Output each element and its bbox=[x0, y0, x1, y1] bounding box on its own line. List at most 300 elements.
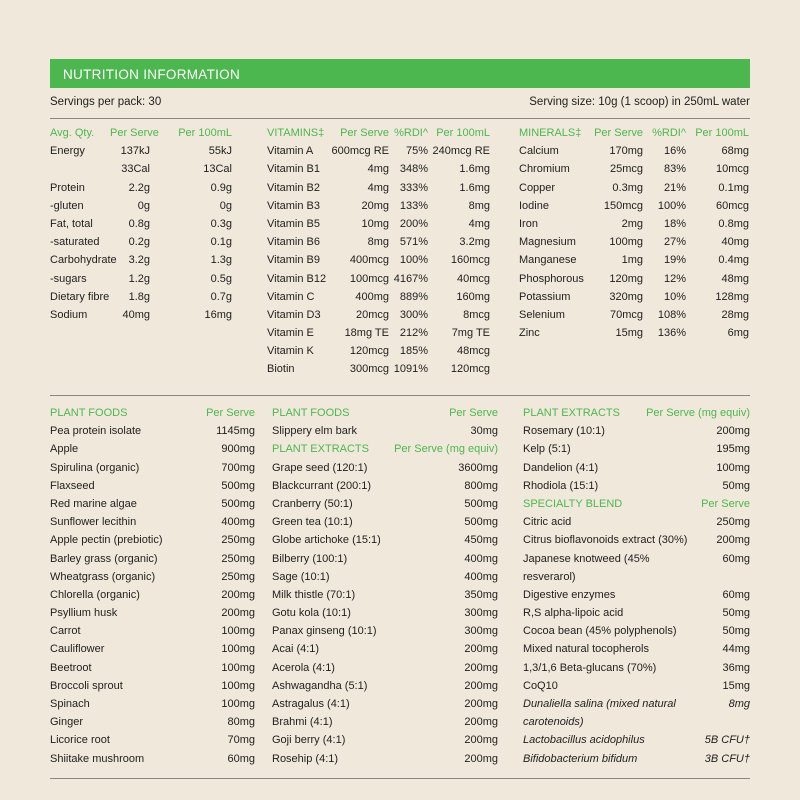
ingredient-amount: 400mg bbox=[464, 570, 498, 583]
ingredient-amount: 200mg bbox=[464, 679, 498, 692]
value: 100mg bbox=[609, 236, 643, 249]
list-item bbox=[272, 568, 498, 586]
nutrient-name: Phosphorous bbox=[519, 272, 584, 285]
ingredient-name: Kelp (5:1) bbox=[523, 443, 571, 456]
value: 75% bbox=[405, 145, 428, 158]
divider bbox=[50, 395, 750, 396]
list-item bbox=[50, 622, 255, 640]
nutrient-name: Calcium bbox=[519, 145, 559, 158]
ingredient-amount: 400mg bbox=[464, 552, 498, 565]
value: 15mg bbox=[615, 327, 643, 340]
ingredient-amount: 30mg bbox=[470, 425, 498, 438]
value: 16mg bbox=[204, 308, 232, 321]
ingredient-amount: 200mg bbox=[221, 607, 255, 620]
value: 133% bbox=[399, 199, 428, 212]
value: 1.3g bbox=[210, 254, 232, 267]
nutrient-name: Biotin bbox=[267, 363, 295, 376]
ingredient-amount: 50mg bbox=[722, 479, 750, 492]
ingredient-name: Citric acid bbox=[523, 516, 572, 529]
value: 400mg bbox=[355, 290, 389, 303]
ingredient-amount: 250mg bbox=[221, 552, 255, 565]
table-row bbox=[519, 306, 749, 324]
nutrient-name: Dietary fibre bbox=[50, 290, 110, 303]
ingredient-name: Ginger bbox=[50, 716, 84, 729]
nutrient-name: Magnesium bbox=[519, 236, 576, 249]
table-row bbox=[519, 179, 749, 197]
list-item bbox=[523, 713, 750, 731]
ingredient-name: Goji berry (4:1) bbox=[272, 734, 346, 747]
nutrient-name: Vitamin B2 bbox=[267, 181, 320, 194]
ingredient-amount: Per Serve bbox=[449, 407, 498, 419]
ingredient-amount: 800mg bbox=[464, 479, 498, 492]
table-row bbox=[519, 270, 749, 288]
ingredient-amount: 500mg bbox=[221, 497, 255, 510]
ingredient-amount: 100mg bbox=[221, 679, 255, 692]
ingredient-amount: 450mg bbox=[464, 534, 498, 547]
value: 16% bbox=[663, 145, 686, 158]
value: 48mcg bbox=[456, 345, 490, 358]
list-item bbox=[50, 677, 255, 695]
nutrient-name: Protein bbox=[50, 181, 85, 194]
ingredient-name: Mixed natural tocopherols bbox=[523, 643, 649, 656]
table-row bbox=[267, 270, 490, 288]
list-item bbox=[272, 513, 498, 531]
value: 1091% bbox=[393, 363, 428, 376]
ingredient-name: Cauliflower bbox=[50, 643, 105, 656]
ingredient-name: Digestive enzymes bbox=[523, 588, 616, 601]
value: 889% bbox=[399, 290, 428, 303]
ingredient-amount: 50mg bbox=[722, 625, 750, 638]
value: 4mg bbox=[468, 217, 490, 230]
list-item bbox=[50, 713, 255, 731]
value: 108% bbox=[657, 308, 686, 321]
list-item bbox=[523, 731, 750, 749]
value: 0.8g bbox=[128, 217, 150, 230]
table-row bbox=[267, 342, 490, 360]
ingredient-amount: 300mg bbox=[464, 607, 498, 620]
list-item bbox=[523, 622, 750, 640]
ingredient-amount: 8mg bbox=[728, 698, 750, 710]
value: 48mg bbox=[721, 272, 749, 285]
table-row bbox=[50, 233, 232, 251]
ingredient-name: Chlorella (organic) bbox=[50, 588, 140, 601]
value: 0.2g bbox=[128, 236, 150, 249]
list-item bbox=[272, 531, 498, 549]
ingredient-name: Licorice root bbox=[50, 734, 110, 747]
list-item bbox=[272, 659, 498, 677]
list-item bbox=[272, 695, 498, 713]
list-item bbox=[272, 622, 498, 640]
table-header bbox=[267, 124, 490, 142]
value: 0g bbox=[137, 199, 150, 212]
ingredient-name: Spirulina (organic) bbox=[50, 461, 140, 474]
ingredient-name: Slippery elm bark bbox=[272, 425, 357, 438]
ingredient-name: Panax ginseng (10:1) bbox=[272, 625, 377, 638]
table-row bbox=[267, 179, 490, 197]
list-item bbox=[523, 586, 750, 604]
ingredient-name: Japanese knotweed (45% bbox=[523, 552, 650, 565]
ingredient-name: carotenoids) bbox=[523, 716, 584, 729]
list-item bbox=[272, 459, 498, 477]
table-header bbox=[519, 124, 749, 142]
value: 33Cal bbox=[121, 163, 150, 176]
ingredient-name: Ashwagandha (5:1) bbox=[272, 679, 368, 692]
list-item bbox=[50, 568, 255, 586]
list-item bbox=[50, 731, 255, 749]
ingredient-amount: 200mg bbox=[464, 716, 498, 729]
ingredient-name: resverarol) bbox=[523, 570, 576, 583]
table-row bbox=[519, 324, 749, 342]
value: 18mg TE bbox=[344, 327, 389, 340]
ingredient-amount: 3B CFU† bbox=[704, 752, 750, 765]
list-item bbox=[50, 550, 255, 568]
table-row bbox=[519, 288, 749, 306]
nutrient-name: Iron bbox=[519, 217, 538, 230]
value: 6mg bbox=[727, 327, 749, 340]
column-header: %RDI^ bbox=[394, 127, 428, 139]
ingredient-amount: 250mg bbox=[221, 570, 255, 583]
ingredient-amount: 300mg bbox=[464, 625, 498, 638]
list-item bbox=[523, 604, 750, 622]
ingredient-name: Pea protein isolate bbox=[50, 425, 142, 438]
nutrient-name: Vitamin C bbox=[267, 290, 315, 303]
minerals-table bbox=[519, 124, 749, 342]
value: 10mcg bbox=[715, 163, 749, 176]
value: 13Cal bbox=[203, 163, 232, 176]
list-item bbox=[50, 659, 255, 677]
table-row bbox=[267, 288, 490, 306]
value: 1.8g bbox=[128, 290, 150, 303]
table-header bbox=[50, 124, 232, 142]
ingredient-name: PLANT EXTRACTS bbox=[272, 443, 369, 456]
nutrient-name: Potassium bbox=[519, 290, 571, 303]
ingredient-name: Dunaliella salina (mixed natural bbox=[523, 698, 676, 710]
value: 120mg bbox=[609, 272, 643, 285]
nutrient-name: Selenium bbox=[519, 308, 565, 321]
ingredient-name: Shiitake mushroom bbox=[50, 752, 145, 765]
column-header: VITAMINS‡ bbox=[267, 127, 325, 139]
value: 8mg bbox=[468, 199, 490, 212]
list-item bbox=[272, 550, 498, 568]
value: 240mcg RE bbox=[432, 145, 490, 158]
list-item bbox=[523, 440, 750, 458]
ingredient-name: Cocoa bean (45% polyphenols) bbox=[523, 625, 677, 638]
ingredient-amount: 200mg bbox=[716, 425, 750, 438]
value: 160mcg bbox=[450, 254, 490, 267]
ingredient-name: R,S alpha-lipoic acid bbox=[523, 607, 624, 620]
ingredient-amount: 100mg bbox=[716, 461, 750, 474]
ingredient-amount: 400mg bbox=[221, 516, 255, 529]
value: 0.5g bbox=[210, 272, 232, 285]
nutrient-name: Copper bbox=[519, 181, 556, 194]
table-row bbox=[50, 197, 232, 215]
table-row bbox=[519, 215, 749, 233]
value: 1.2g bbox=[128, 272, 150, 285]
value: 170mg bbox=[609, 145, 643, 158]
servings-per-pack: Servings per pack: 30 bbox=[50, 96, 162, 108]
table-row bbox=[267, 306, 490, 324]
list-item bbox=[523, 677, 750, 695]
table-row bbox=[519, 197, 749, 215]
nutrient-name: -gluten bbox=[50, 199, 84, 212]
value: 3.2g bbox=[128, 254, 150, 267]
value: 320mg bbox=[609, 290, 643, 303]
nutrient-name: -sugars bbox=[50, 272, 87, 285]
ingredient-name: Sunflower lecithin bbox=[50, 516, 137, 529]
list-item bbox=[272, 477, 498, 495]
value: 100% bbox=[399, 254, 428, 267]
ingredient-amount: 100mg bbox=[221, 661, 255, 674]
table-row bbox=[267, 142, 490, 160]
table-row bbox=[267, 233, 490, 251]
list-item bbox=[523, 550, 750, 568]
vitamins-table bbox=[267, 124, 490, 379]
ingredient-name: Rosehip (4:1) bbox=[272, 752, 339, 765]
nutrient-name: Carbohydrate bbox=[50, 254, 117, 267]
nutrient-name: Vitamin B9 bbox=[267, 254, 320, 267]
ingredient-name: Milk thistle (70:1) bbox=[272, 588, 356, 601]
nutrition-information-header: NUTRITION INFORMATION bbox=[50, 59, 750, 88]
value: 160mg bbox=[456, 290, 490, 303]
ingredient-name: Beetroot bbox=[50, 661, 92, 674]
list-item bbox=[272, 713, 498, 731]
value: 100% bbox=[657, 199, 686, 212]
list-item bbox=[523, 477, 750, 495]
value: 128mg bbox=[715, 290, 749, 303]
table-row bbox=[50, 270, 232, 288]
nutrient-name: Vitamin B1 bbox=[267, 163, 320, 176]
value: 19% bbox=[663, 254, 686, 267]
ingredient-name: Cranberry (50:1) bbox=[272, 497, 353, 510]
column-header: Per Serve bbox=[110, 127, 159, 139]
list-item bbox=[50, 750, 255, 768]
nutrient-name: Fat, total bbox=[50, 217, 93, 230]
value: 1mg bbox=[621, 254, 643, 267]
column-header: %RDI^ bbox=[652, 127, 686, 139]
ingredient-name: Carrot bbox=[50, 625, 81, 638]
table-row bbox=[519, 142, 749, 160]
nutrient-name: Vitamin B5 bbox=[267, 217, 320, 230]
ingredient-name: Apple pectin (prebiotic) bbox=[50, 534, 163, 547]
list-item bbox=[272, 495, 498, 513]
list-item bbox=[50, 640, 255, 658]
list-item bbox=[523, 459, 750, 477]
ingredient-name: 1,3/1,6 Beta-glucans (70%) bbox=[523, 661, 657, 674]
divider bbox=[50, 778, 750, 779]
table-row bbox=[267, 197, 490, 215]
nutrients-table bbox=[50, 124, 232, 324]
ingredient-name: SPECIALTY BLEND bbox=[523, 497, 623, 510]
value: 68mg bbox=[721, 145, 749, 158]
ingredient-amount: 200mg bbox=[464, 661, 498, 674]
value: 83% bbox=[663, 163, 686, 176]
value: 40mg bbox=[721, 236, 749, 249]
value: 185% bbox=[399, 345, 428, 358]
list-item bbox=[523, 531, 750, 549]
table-row bbox=[519, 251, 749, 269]
value: 18% bbox=[663, 217, 686, 230]
table-row bbox=[519, 233, 749, 251]
ingredient-name: PLANT FOODS bbox=[272, 407, 350, 419]
value: 1.6mg bbox=[459, 163, 490, 176]
list-item bbox=[523, 695, 750, 713]
list-item bbox=[50, 586, 255, 604]
nutrient-name: Energy bbox=[50, 145, 85, 158]
ingredient-amount: 50mg bbox=[722, 607, 750, 620]
list-item bbox=[50, 513, 255, 531]
nutrient-name: Vitamin A bbox=[267, 145, 314, 158]
ingredient-amount: 350mg bbox=[464, 588, 498, 601]
value: 40mcg bbox=[456, 272, 490, 285]
ingredient-amount: 200mg bbox=[464, 643, 498, 656]
ingredient-name: Psyllium husk bbox=[50, 607, 118, 620]
ingredient-amount: Per Serve (mg equiv) bbox=[394, 443, 498, 456]
ingredient-name: Red marine algae bbox=[50, 497, 137, 510]
value: 0.8mg bbox=[718, 217, 749, 230]
value: 0.4mg bbox=[718, 254, 749, 267]
list-item bbox=[50, 459, 255, 477]
ingredient-name: Lactobacillus acidophilus bbox=[523, 734, 645, 747]
table-row bbox=[50, 251, 232, 269]
table-row bbox=[519, 160, 749, 178]
value: 600mcg RE bbox=[331, 145, 389, 158]
value: 4167% bbox=[393, 272, 428, 285]
value: 10mg bbox=[361, 217, 389, 230]
table-row bbox=[50, 179, 232, 197]
ingredient-amount: 900mg bbox=[221, 443, 255, 456]
divider bbox=[50, 118, 750, 119]
value: 4mg bbox=[367, 181, 389, 194]
list-item bbox=[50, 422, 255, 440]
column-header: Per 100mL bbox=[178, 127, 232, 139]
ingredient-name: Sage (10:1) bbox=[272, 570, 330, 583]
value: 300% bbox=[399, 308, 428, 321]
ingredient-amount: 200mg bbox=[464, 698, 498, 710]
serving-size: Serving size: 10g (1 scoop) in 250mL water bbox=[529, 96, 750, 108]
section-header bbox=[50, 404, 255, 422]
ingredient-amount: 60mg bbox=[227, 752, 255, 765]
ingredient-amount: 200mg bbox=[464, 734, 498, 747]
ingredient-amount: 100mg bbox=[221, 643, 255, 656]
value: 27% bbox=[663, 236, 686, 249]
table-row bbox=[267, 324, 490, 342]
ingredient-name: CoQ10 bbox=[523, 679, 558, 692]
table-row bbox=[267, 360, 490, 378]
ingredient-name: Wheatgrass (organic) bbox=[50, 570, 156, 583]
value: 0.3g bbox=[210, 217, 232, 230]
value: 0.7g bbox=[210, 290, 232, 303]
ingredient-amount: 500mg bbox=[464, 516, 498, 529]
ingredient-name: Broccoli sprout bbox=[50, 679, 123, 692]
table-row bbox=[50, 306, 232, 324]
nutrient-name: Vitamin B6 bbox=[267, 236, 320, 249]
value: 100mcg bbox=[349, 272, 389, 285]
value: 120mcg bbox=[450, 363, 490, 376]
ingredient-amount: 60mg bbox=[722, 552, 750, 565]
value: 20mcg bbox=[355, 308, 389, 321]
ingredient-amount: Per Serve bbox=[206, 407, 255, 419]
plant-extracts-list bbox=[272, 404, 498, 768]
ingredient-name: Flaxseed bbox=[50, 479, 95, 492]
value: 0g bbox=[219, 199, 232, 212]
list-item bbox=[523, 513, 750, 531]
column-header: Per Serve bbox=[340, 127, 389, 139]
column-header: Per 100mL bbox=[436, 127, 490, 139]
value: 0.3mg bbox=[612, 181, 643, 194]
value: 571% bbox=[399, 236, 428, 249]
nutrient-name: Vitamin B3 bbox=[267, 199, 320, 212]
value: 28mg bbox=[721, 308, 749, 321]
ingredient-name: Barley grass (organic) bbox=[50, 552, 158, 565]
ingredient-name: Apple bbox=[50, 443, 79, 456]
table-row bbox=[267, 251, 490, 269]
value: 0.1g bbox=[210, 236, 232, 249]
ingredient-name: Bilberry (100:1) bbox=[272, 552, 348, 565]
table-row bbox=[50, 215, 232, 233]
nutrient-name: Sodium bbox=[50, 308, 88, 321]
ingredient-amount: 5B CFU† bbox=[704, 734, 750, 747]
value: 70mcg bbox=[609, 308, 643, 321]
section-header bbox=[272, 440, 498, 458]
table-row bbox=[50, 288, 232, 306]
value: 8mg bbox=[367, 236, 389, 249]
ingredient-name: Spinach bbox=[50, 698, 90, 710]
value: 25mcg bbox=[609, 163, 643, 176]
list-item bbox=[272, 422, 498, 440]
value: 150mcg bbox=[603, 199, 643, 212]
ingredient-amount: 3600mg bbox=[458, 461, 498, 474]
ingredient-name: Globe artichoke (15:1) bbox=[272, 534, 381, 547]
nutrient-name: Chromium bbox=[519, 163, 570, 176]
plant-foods-list bbox=[50, 404, 255, 768]
value: 12% bbox=[663, 272, 686, 285]
value: 300mcg bbox=[349, 363, 389, 376]
ingredient-amount: 500mg bbox=[464, 497, 498, 510]
list-item bbox=[272, 640, 498, 658]
list-item bbox=[50, 495, 255, 513]
value: 8mcg bbox=[463, 308, 490, 321]
ingredient-amount: 200mg bbox=[464, 752, 498, 765]
nutrient-name: Vitamin K bbox=[267, 345, 314, 358]
column-header: Per Serve bbox=[594, 127, 643, 139]
section-header bbox=[523, 404, 750, 422]
nutrient-name: Vitamin E bbox=[267, 327, 314, 340]
ingredient-name: Blackcurrant (200:1) bbox=[272, 479, 372, 492]
ingredient-amount: 100mg bbox=[221, 698, 255, 710]
extracts-specialty-list bbox=[523, 404, 750, 768]
value: 2.2g bbox=[128, 181, 150, 194]
value: 4mg bbox=[367, 163, 389, 176]
value: 400mcg bbox=[349, 254, 389, 267]
value: 200% bbox=[399, 217, 428, 230]
list-item bbox=[523, 750, 750, 768]
value: 2mg bbox=[621, 217, 643, 230]
ingredient-amount: 36mg bbox=[722, 661, 750, 674]
value: 120mcg bbox=[349, 345, 389, 358]
list-item bbox=[523, 568, 750, 586]
value: 21% bbox=[663, 181, 686, 194]
nutrient-name: Vitamin D3 bbox=[267, 308, 321, 321]
ingredient-name: Rosemary (10:1) bbox=[523, 425, 605, 438]
list-item bbox=[50, 604, 255, 622]
nutrient-name: -saturated bbox=[50, 236, 100, 249]
ingredient-amount: 250mg bbox=[716, 516, 750, 529]
ingredient-name: Dandelion (4:1) bbox=[523, 461, 599, 474]
nutrient-name: Zinc bbox=[519, 327, 540, 340]
value: 0.9g bbox=[210, 181, 232, 194]
list-item bbox=[272, 677, 498, 695]
nutrient-name: Vitamin B12 bbox=[267, 272, 327, 285]
